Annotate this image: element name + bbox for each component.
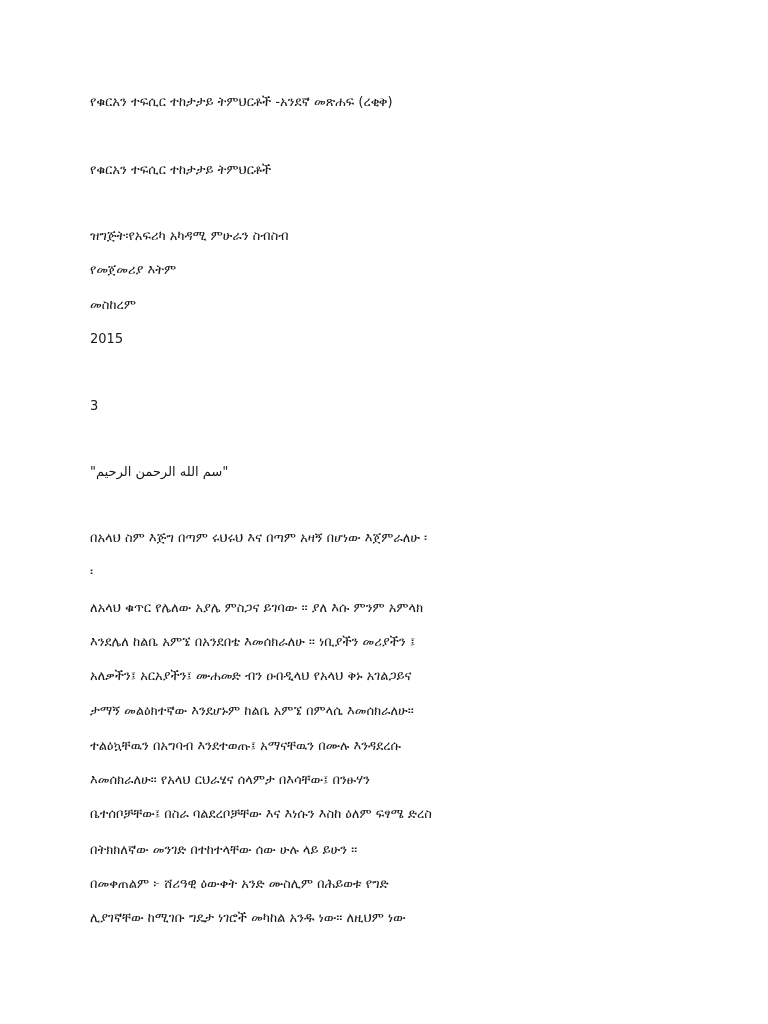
document-full-title: የቁርአን ተፍሲር ተከታታይ ትምህርቶች -አንደኛ መጽሐፍ (ረቂቅ) [90,95,393,110]
body-line: እንደሌለ ከልቤ አምኜ በአንደበቴ እመሰክራለሁ ። ነቢያችን መሪያችን ፤ [90,635,416,650]
edition-line: የመጀመሪያ እትም [90,263,177,278]
body-line: አለቃችን፤ አርአያችን፤ ሙሐመድ ብን ዑበዲላህ የአላህ ቅኑ አገልጋይና [90,669,412,684]
body-line: ታማኝ መልዕክተኛው እንደሆኑም ከልቤ አምኜ በምላሴ እመሰክራለሁ። [90,704,414,719]
document-short-title: የቁርአን ተፍሲር ተከታታይ ትምህርቶች [90,163,272,178]
body-line: ሊያገኛቸው ከሚገቡ ግዴታ ነገሮች መካከል አንዱ ነው። ለዚህም ነው [90,911,406,926]
body-line: በመቀጠልም ፦ ሸሪዓዊ ዕውቀት አንድ ሙስሊም በሕይወቱ የግድ [90,877,389,892]
basmala-line: "سم الله الرحمن الرحيم" [90,465,229,480]
body-line: በትክክለኛው መንገድ በተከተላቸው ሰው ሁሉ ላይ ይሁን ። [90,843,358,858]
month-line: መስከረም [90,298,136,313]
body-line: ተልዕኳቸዉን በአግባብ እንደተወጡ፤ አማናቸዉን በሙሉ እንዳደረሱ [90,739,401,754]
body-line: እመሰክራለሁ። የአላህ ርህራሄና ሰላምታ በእሳቸው፤ በንፁሃን [90,773,370,788]
body-line: ቤተሰቦቻቸው፤ በስራ ባልደረቦቻቸው እና እነሱን እስከ ዕለም ፍፃሜ ድረስ [90,807,432,822]
page-number: 3 [90,399,99,414]
body-line: ፡ [90,565,94,580]
body-line: ለአላህ ቁጥር የሌለው አያሌ ምስጋና ይገባው ። ያለ እሱ ምንም አምላክ [90,601,424,616]
body-line: በአላህ ስም እጅግ በጣም ሩህሩህ እና በጣም አዛኝ በሆነው እጀምራለሁ ፡ [90,531,428,546]
prepared-by-line: ዝግጅት፡የአፍሪካ አካዳሚ ምሁራን ስብስብ [90,229,289,244]
year-line: 2015 [90,332,124,347]
